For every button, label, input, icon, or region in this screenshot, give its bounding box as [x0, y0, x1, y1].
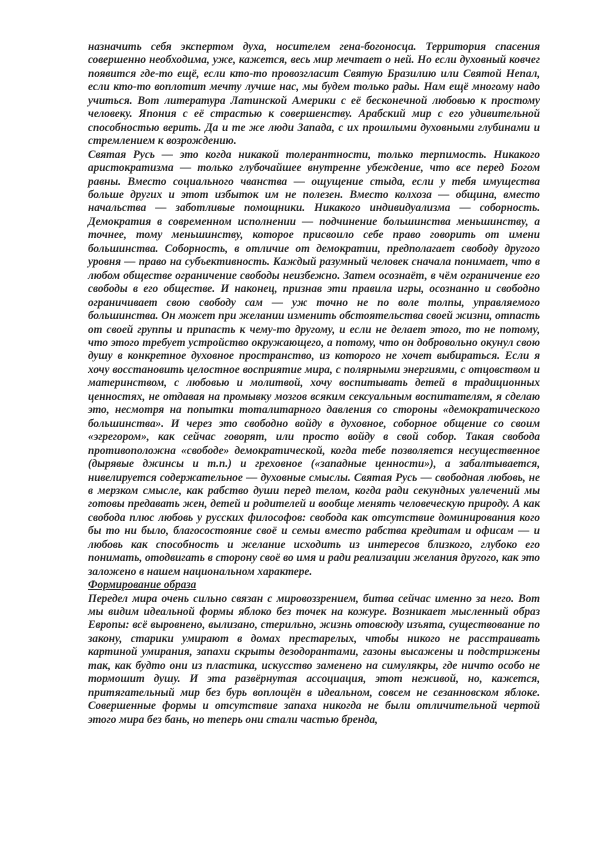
section-heading: Формирование образа [88, 579, 197, 592]
document-page [88, 41, 540, 727]
paragraph-holy-rus: Святая Русь — это когда никакой толерантности, только терпимость. Никакого аристократизма — только глубочайшее внутренне убеждение, что все перед Богом равны. Вместо социального чванства — ощущение стыда, если у тебя имущества больше других и этот избыток им не полезен. Вместо колхоза — община, вместо начальства — заботливые помощники. Никакого индивидуализма — соборность. Демократия в современном исполнении — подчинение большинства меньшинству, а точнее, тому меньшинству, которое присвоило себе право говорить от имени большинства. Соборность, в отличие от демократии, предполагает свободу другого уровня — право на субъективность. Каждый разумный человек сначала понимает, что в любом обществе ограничение свободы неизбежно. Затем осознаёт, в чём ограничение его свободы в его обществе. И наконец, признав эти правила игры, осознанно и свободно ограничивает свою свободу сам — уж точно не по воле толпы, управляемого большинства. Он может при желании изменить обстоятельства своей жизни, отпасть от своей группы и припасть к чему-то другому, и если не делает этого, то не потому, что этого требует устройство окружающего, а потому, что он добровольно окунул свою душу в конкретное духовное пространство, из которого не хочет выбираться. Если я хочу восстановить целостное восприятие мира, с полярными энергиями, с отцовством и материнством, с любовью и молитвой, хочу воспитывать детей в традиционных ценностях, не отдавая на промывку мозгов всяким сексуальным воспитателям, я сделаю это, несмотря на попытки тоталитарного давления со стороны «демократического большинства». И через это свободно войду в духовное, соборное общение со своим «эгрегором», как сейчас говорят, или просто войду в свой собор. Такая свобода противоположна «свободе» демократической, когда тебе позволяется несущественное (дырявые джинсы и т.п.) и греховное («западные ценности»), а забалтывается, нивелируется содержательное — духовные смыслы. Святая Русь — свободная любовь, не в мерзком смысле, как рабство души перед телом, когда ради секундных увлечений мы готовы предавать жен, детей и родителей и вообще менять человеческую природу. А как свобода плюс любовь у русских философов: свобода как отсутствие доминирования кого бы то ни было, благосостояние своё и семьи вместо рабства кредитам и офисам — и любовь как способность и желание исходить из интересов близкого, глубоко его понимать, отодвигать в сторону своё во имя и ради реализации желания другого, как это заложено в нашем национальном характере. [88, 148, 540, 578]
paragraph-image-formation: Передел мира очень сильно связан с мировоззрением, битва сейчас именно за него. Вот мы видим идеальной формы яблоко без точек на кожуре. Возникает мысленный образ Европы: всё выровнено, вылизано, стерильно, жизнь отовсюду изъята, существование по закону, старики умирают в домах престарелых, чтобы никого не расстраивать картиной умирания, запахи скрыты дезодорантами, газоны высажены и подстрижены так, как будто они из пластика, искусство заменено на симулякры, где ничто особо не тормошит душу. И эта развёрнутая ассоциация, этот неживой, но, кажется, притягательный мир без бурь воплощён в идеальном, совсем не сезанновском яблоке. Совершенные формы и отсутствие запаха никогда не были отличительной чертой этого мира без бань, но теперь они стали частью бренда, [88, 592, 540, 726]
paragraph-spiritual-ark: назначить себя экспертом духа, носителем гена-богоносца. Территория спасения совершенно необходима, уже, кажется, весь мир мечтает о ней. Но если духовный ковчег появится где-то ещё, если кто-то провозгласит Святую Бразилию или Святой Непал, если кто-то воплотит мечту лучше нас, мы будем только рады. Нам ещё многому надо учиться. Вот литература Латинской Америки с её бесконечной любовью к простому человеку. Япония с её страстью к совершенству. Арабский мир с его удивительной способностью верить. Да и те же люди Запада, с их прошлыми духовными глубинами и стремлением к возрождению. [88, 41, 540, 148]
